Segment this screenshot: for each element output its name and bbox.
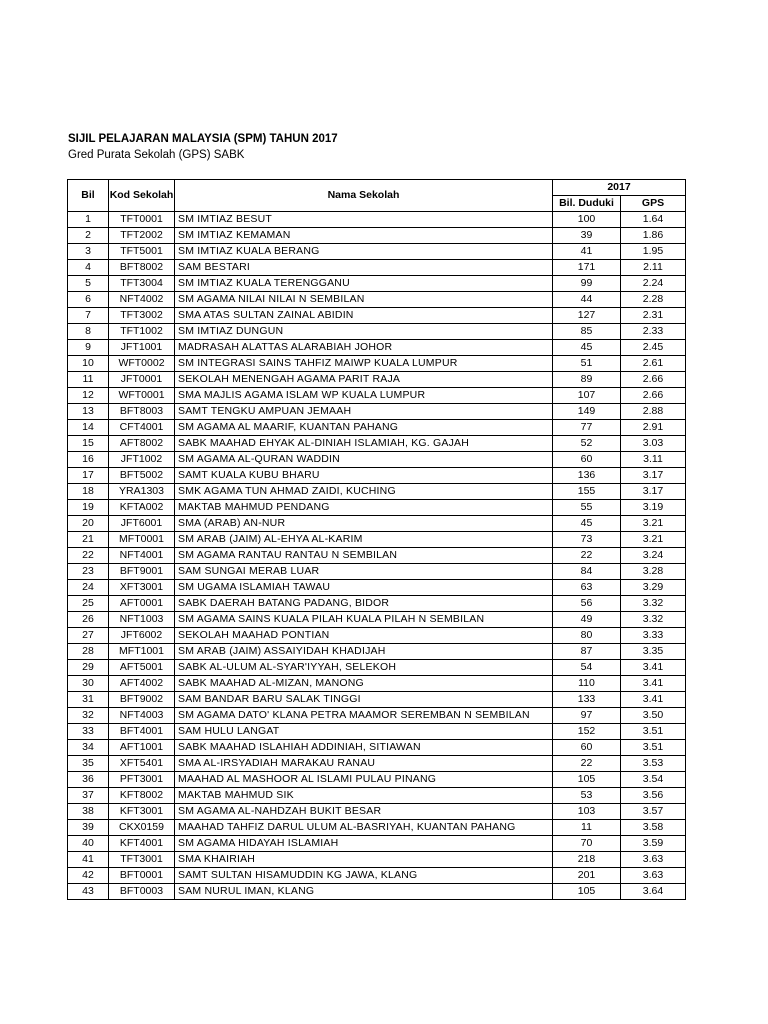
- cell-bil-duduki: 22: [553, 756, 621, 772]
- cell-nama-sekolah: SM IMTIAZ KEMAMAN: [175, 228, 553, 244]
- cell-bil: 12: [68, 388, 109, 404]
- table-body: [68, 212, 686, 900]
- header-gps: GPS: [621, 196, 686, 212]
- cell-gps: 3.41: [621, 692, 686, 708]
- cell-bil: 4: [68, 260, 109, 276]
- cell-bil-duduki: 103: [553, 804, 621, 820]
- cell-bil: 34: [68, 740, 109, 756]
- cell-gps: 3.21: [621, 532, 686, 548]
- cell-gps: 3.64: [621, 884, 686, 900]
- table-row: [68, 772, 686, 788]
- cell-bil: 26: [68, 612, 109, 628]
- table-row: [68, 788, 686, 804]
- cell-gps: 2.88: [621, 404, 686, 420]
- cell-kod-sekolah: TFT0001: [109, 212, 175, 228]
- cell-bil: 10: [68, 356, 109, 372]
- cell-gps: 3.17: [621, 468, 686, 484]
- cell-nama-sekolah: SAMT KUALA KUBU BHARU: [175, 468, 553, 484]
- cell-bil: 14: [68, 420, 109, 436]
- cell-gps: 3.59: [621, 836, 686, 852]
- cell-gps: 2.61: [621, 356, 686, 372]
- cell-gps: 2.28: [621, 292, 686, 308]
- header-bil: Bil: [68, 180, 109, 212]
- cell-nama-sekolah: SMA KHAIRIAH: [175, 852, 553, 868]
- cell-bil-duduki: 136: [553, 468, 621, 484]
- table-row: [68, 532, 686, 548]
- table-row: [68, 372, 686, 388]
- table-row: [68, 756, 686, 772]
- results-table: [67, 179, 686, 900]
- cell-bil: 33: [68, 724, 109, 740]
- cell-bil: 30: [68, 676, 109, 692]
- cell-kod-sekolah: TFT2002: [109, 228, 175, 244]
- table-row: [68, 612, 686, 628]
- cell-gps: 3.53: [621, 756, 686, 772]
- cell-nama-sekolah: SM AGAMA DATO' KLANA PETRA MAAMOR SEREMBAN N SEMBILAN: [175, 708, 553, 724]
- cell-nama-sekolah: SM ARAB (JAIM) ASSAIYIDAH KHADIJAH: [175, 644, 553, 660]
- cell-nama-sekolah: SM UGAMA ISLAMIAH TAWAU: [175, 580, 553, 596]
- header-kod-sekolah: Kod Sekolah: [109, 180, 175, 212]
- table-row: [68, 660, 686, 676]
- table-row: [68, 644, 686, 660]
- cell-nama-sekolah: SMK AGAMA TUN AHMAD ZAIDI, KUCHING: [175, 484, 553, 500]
- cell-nama-sekolah: SAM BESTARI: [175, 260, 553, 276]
- table-header: [68, 180, 686, 212]
- cell-kod-sekolah: KFT3001: [109, 804, 175, 820]
- cell-nama-sekolah: SMA MAJLIS AGAMA ISLAM WP KUALA LUMPUR: [175, 388, 553, 404]
- table-row: [68, 260, 686, 276]
- cell-bil-duduki: 218: [553, 852, 621, 868]
- cell-nama-sekolah: SMA AL-IRSYADIAH MARAKAU RANAU: [175, 756, 553, 772]
- cell-nama-sekolah: SM AGAMA HIDAYAH ISLAMIAH: [175, 836, 553, 852]
- cell-gps: 2.11: [621, 260, 686, 276]
- cell-bil-duduki: 87: [553, 644, 621, 660]
- table-row: [68, 692, 686, 708]
- cell-bil-duduki: 51: [553, 356, 621, 372]
- cell-kod-sekolah: NFT4002: [109, 292, 175, 308]
- cell-kod-sekolah: AFT5001: [109, 660, 175, 676]
- cell-kod-sekolah: AFT1001: [109, 740, 175, 756]
- cell-kod-sekolah: WFT0001: [109, 388, 175, 404]
- cell-bil-duduki: 56: [553, 596, 621, 612]
- header-nama-sekolah: Nama Sekolah: [175, 180, 553, 212]
- cell-bil: 11: [68, 372, 109, 388]
- cell-nama-sekolah: SEKOLAH MAAHAD PONTIAN: [175, 628, 553, 644]
- table-row: [68, 356, 686, 372]
- cell-bil-duduki: 49: [553, 612, 621, 628]
- cell-bil-duduki: 201: [553, 868, 621, 884]
- cell-gps: 3.63: [621, 868, 686, 884]
- cell-gps: 3.32: [621, 596, 686, 612]
- table-row: [68, 276, 686, 292]
- cell-bil: 21: [68, 532, 109, 548]
- table-row: [68, 308, 686, 324]
- cell-nama-sekolah: SAM NURUL IMAN, KLANG: [175, 884, 553, 900]
- cell-nama-sekolah: SM AGAMA RANTAU RANTAU N SEMBILAN: [175, 548, 553, 564]
- cell-bil: 23: [68, 564, 109, 580]
- cell-bil: 39: [68, 820, 109, 836]
- cell-bil-duduki: 39: [553, 228, 621, 244]
- cell-gps: 3.32: [621, 612, 686, 628]
- cell-nama-sekolah: SABK DAERAH BATANG PADANG, BIDOR: [175, 596, 553, 612]
- table-row: [68, 292, 686, 308]
- cell-bil-duduki: 99: [553, 276, 621, 292]
- cell-nama-sekolah: SMA (ARAB) AN-NUR: [175, 516, 553, 532]
- cell-nama-sekolah: MAAHAD TAHFIZ DARUL ULUM AL-BASRIYAH, KUANTAN PAHANG: [175, 820, 553, 836]
- cell-bil-duduki: 45: [553, 340, 621, 356]
- cell-nama-sekolah: SM IMTIAZ DUNGUN: [175, 324, 553, 340]
- cell-gps: 1.64: [621, 212, 686, 228]
- cell-gps: 3.21: [621, 516, 686, 532]
- cell-nama-sekolah: SAM HULU LANGAT: [175, 724, 553, 740]
- cell-bil-duduki: 60: [553, 452, 621, 468]
- cell-kod-sekolah: BFT9002: [109, 692, 175, 708]
- cell-kod-sekolah: TFT3002: [109, 308, 175, 324]
- cell-bil-duduki: 171: [553, 260, 621, 276]
- cell-bil-duduki: 110: [553, 676, 621, 692]
- cell-bil: 38: [68, 804, 109, 820]
- cell-bil: 43: [68, 884, 109, 900]
- cell-kod-sekolah: MFT1001: [109, 644, 175, 660]
- table-row: [68, 420, 686, 436]
- cell-bil-duduki: 105: [553, 772, 621, 788]
- cell-nama-sekolah: SM IMTIAZ BESUT: [175, 212, 553, 228]
- cell-gps: 2.31: [621, 308, 686, 324]
- cell-bil: 8: [68, 324, 109, 340]
- cell-bil: 13: [68, 404, 109, 420]
- cell-bil-duduki: 73: [553, 532, 621, 548]
- cell-bil: 25: [68, 596, 109, 612]
- cell-gps: 3.19: [621, 500, 686, 516]
- cell-kod-sekolah: BFT8003: [109, 404, 175, 420]
- cell-nama-sekolah: SM AGAMA NILAI NILAI N SEMBILAN: [175, 292, 553, 308]
- cell-kod-sekolah: BFT5002: [109, 468, 175, 484]
- table-row: [68, 564, 686, 580]
- cell-bil: 42: [68, 868, 109, 884]
- cell-nama-sekolah: SM AGAMA AL MAARIF, KUANTAN PAHANG: [175, 420, 553, 436]
- cell-kod-sekolah: JFT1001: [109, 340, 175, 356]
- table-row: [68, 452, 686, 468]
- cell-nama-sekolah: SMA ATAS SULTAN ZAINAL ABIDIN: [175, 308, 553, 324]
- cell-bil-duduki: 97: [553, 708, 621, 724]
- cell-kod-sekolah: YRA1303: [109, 484, 175, 500]
- cell-kod-sekolah: BFT8002: [109, 260, 175, 276]
- cell-kod-sekolah: NFT4001: [109, 548, 175, 564]
- cell-bil-duduki: 63: [553, 580, 621, 596]
- cell-bil-duduki: 107: [553, 388, 621, 404]
- table-row: [68, 548, 686, 564]
- cell-bil: 29: [68, 660, 109, 676]
- table-row: [68, 852, 686, 868]
- cell-kod-sekolah: WFT0002: [109, 356, 175, 372]
- cell-gps: 3.17: [621, 484, 686, 500]
- cell-nama-sekolah: SAM SUNGAI MERAB LUAR: [175, 564, 553, 580]
- cell-gps: 2.45: [621, 340, 686, 356]
- cell-kod-sekolah: JFT6002: [109, 628, 175, 644]
- cell-bil-duduki: 60: [553, 740, 621, 756]
- cell-bil: 17: [68, 468, 109, 484]
- cell-gps: 3.50: [621, 708, 686, 724]
- table-row: [68, 884, 686, 900]
- cell-kod-sekolah: TFT1002: [109, 324, 175, 340]
- cell-gps: 3.41: [621, 660, 686, 676]
- cell-gps: 2.24: [621, 276, 686, 292]
- table-row: [68, 596, 686, 612]
- cell-bil: 1: [68, 212, 109, 228]
- cell-bil-duduki: 85: [553, 324, 621, 340]
- table-row: [68, 228, 686, 244]
- cell-bil: 19: [68, 500, 109, 516]
- cell-kod-sekolah: BFT0003: [109, 884, 175, 900]
- cell-bil-duduki: 105: [553, 884, 621, 900]
- cell-gps: 2.91: [621, 420, 686, 436]
- cell-nama-sekolah: SAMT SULTAN HISAMUDDIN KG JAWA, KLANG: [175, 868, 553, 884]
- table-row: [68, 388, 686, 404]
- cell-nama-sekolah: SM AGAMA SAINS KUALA PILAH KUALA PILAH N SEMBILAN: [175, 612, 553, 628]
- cell-bil: 40: [68, 836, 109, 852]
- cell-kod-sekolah: AFT8002: [109, 436, 175, 452]
- cell-bil: 3: [68, 244, 109, 260]
- cell-bil-duduki: 54: [553, 660, 621, 676]
- cell-gps: 3.56: [621, 788, 686, 804]
- table-row: [68, 724, 686, 740]
- cell-kod-sekolah: TFT3001: [109, 852, 175, 868]
- cell-bil-duduki: 41: [553, 244, 621, 260]
- cell-kod-sekolah: AFT4002: [109, 676, 175, 692]
- cell-kod-sekolah: XFT5401: [109, 756, 175, 772]
- cell-kod-sekolah: KFT8002: [109, 788, 175, 804]
- cell-gps: 2.33: [621, 324, 686, 340]
- cell-kod-sekolah: TFT3004: [109, 276, 175, 292]
- header-year: 2017: [553, 180, 686, 196]
- cell-kod-sekolah: MFT0001: [109, 532, 175, 548]
- cell-gps: 3.28: [621, 564, 686, 580]
- table-row: [68, 212, 686, 228]
- cell-bil: 37: [68, 788, 109, 804]
- cell-kod-sekolah: JFT0001: [109, 372, 175, 388]
- cell-gps: 2.66: [621, 372, 686, 388]
- cell-gps: 3.63: [621, 852, 686, 868]
- table-row: [68, 500, 686, 516]
- cell-kod-sekolah: BFT4001: [109, 724, 175, 740]
- cell-kod-sekolah: KFTA002: [109, 500, 175, 516]
- cell-bil-duduki: 11: [553, 820, 621, 836]
- cell-kod-sekolah: AFT0001: [109, 596, 175, 612]
- cell-bil-duduki: 53: [553, 788, 621, 804]
- cell-nama-sekolah: SABK MAAHAD ISLAHIAH ADDINIAH, SITIAWAN: [175, 740, 553, 756]
- table-row: [68, 628, 686, 644]
- cell-gps: 2.66: [621, 388, 686, 404]
- cell-bil: 28: [68, 644, 109, 660]
- cell-bil: 32: [68, 708, 109, 724]
- cell-bil: 5: [68, 276, 109, 292]
- cell-gps: 3.35: [621, 644, 686, 660]
- cell-nama-sekolah: SABK AL-ULUM AL-SYAR'IYYAH, SELEKOH: [175, 660, 553, 676]
- cell-gps: 3.29: [621, 580, 686, 596]
- cell-nama-sekolah: MAKTAB MAHMUD SIK: [175, 788, 553, 804]
- cell-bil: 16: [68, 452, 109, 468]
- cell-nama-sekolah: SM AGAMA AL-NAHDZAH BUKIT BESAR: [175, 804, 553, 820]
- cell-nama-sekolah: SABK MAAHAD EHYAK AL-DINIAH ISLAMIAH, KG. GAJAH: [175, 436, 553, 452]
- cell-kod-sekolah: XFT3001: [109, 580, 175, 596]
- cell-gps: 3.11: [621, 452, 686, 468]
- cell-gps: 1.95: [621, 244, 686, 260]
- table-row: [68, 516, 686, 532]
- cell-nama-sekolah: MAKTAB MAHMUD PENDANG: [175, 500, 553, 516]
- cell-bil-duduki: 155: [553, 484, 621, 500]
- cell-kod-sekolah: JFT6001: [109, 516, 175, 532]
- cell-bil-duduki: 133: [553, 692, 621, 708]
- cell-bil: 18: [68, 484, 109, 500]
- cell-kod-sekolah: JFT1002: [109, 452, 175, 468]
- table-row: [68, 820, 686, 836]
- table-row: [68, 836, 686, 852]
- cell-bil-duduki: 149: [553, 404, 621, 420]
- table-row: [68, 404, 686, 420]
- cell-kod-sekolah: CFT4001: [109, 420, 175, 436]
- cell-bil-duduki: 55: [553, 500, 621, 516]
- cell-bil: 27: [68, 628, 109, 644]
- cell-nama-sekolah: SM IMTIAZ KUALA TERENGGANU: [175, 276, 553, 292]
- cell-bil-duduki: 127: [553, 308, 621, 324]
- cell-bil-duduki: 70: [553, 836, 621, 852]
- cell-nama-sekolah: SM IMTIAZ KUALA BERANG: [175, 244, 553, 260]
- cell-bil: 41: [68, 852, 109, 868]
- table-row: [68, 468, 686, 484]
- cell-gps: 3.51: [621, 740, 686, 756]
- cell-bil-duduki: 45: [553, 516, 621, 532]
- cell-bil: 7: [68, 308, 109, 324]
- table-row: [68, 868, 686, 884]
- page-subtitle: Gred Purata Sekolah (GPS) SABK: [68, 149, 245, 161]
- cell-gps: 3.24: [621, 548, 686, 564]
- cell-nama-sekolah: SAM BANDAR BARU SALAK TINGGI: [175, 692, 553, 708]
- cell-gps: 3.58: [621, 820, 686, 836]
- cell-bil: 9: [68, 340, 109, 356]
- cell-bil-duduki: 44: [553, 292, 621, 308]
- cell-nama-sekolah: SABK MAAHAD AL-MIZAN, MANONG: [175, 676, 553, 692]
- cell-kod-sekolah: BFT0001: [109, 868, 175, 884]
- table-row: [68, 340, 686, 356]
- cell-kod-sekolah: NFT1003: [109, 612, 175, 628]
- cell-nama-sekolah: SEKOLAH MENENGAH AGAMA PARIT RAJA: [175, 372, 553, 388]
- cell-nama-sekolah: SAMT TENGKU AMPUAN JEMAAH: [175, 404, 553, 420]
- table-row: [68, 804, 686, 820]
- cell-gps: 3.03: [621, 436, 686, 452]
- cell-nama-sekolah: MAAHAD AL MASHOOR AL ISLAMI PULAU PINANG: [175, 772, 553, 788]
- cell-nama-sekolah: MADRASAH ALATTAS ALARABIAH JOHOR: [175, 340, 553, 356]
- cell-nama-sekolah: SM INTEGRASI SAINS TAHFIZ MAIWP KUALA LUMPUR: [175, 356, 553, 372]
- cell-bil-duduki: 84: [553, 564, 621, 580]
- cell-kod-sekolah: NFT4003: [109, 708, 175, 724]
- table-row: [68, 708, 686, 724]
- cell-bil: 15: [68, 436, 109, 452]
- table-row: [68, 580, 686, 596]
- cell-bil-duduki: 22: [553, 548, 621, 564]
- cell-bil-duduki: 152: [553, 724, 621, 740]
- cell-kod-sekolah: CKX0159: [109, 820, 175, 836]
- cell-gps: 3.54: [621, 772, 686, 788]
- cell-gps: 3.41: [621, 676, 686, 692]
- cell-kod-sekolah: TFT5001: [109, 244, 175, 260]
- table-row: [68, 324, 686, 340]
- table-row: [68, 436, 686, 452]
- cell-bil: 2: [68, 228, 109, 244]
- table-row: [68, 484, 686, 500]
- cell-bil: 6: [68, 292, 109, 308]
- cell-bil: 36: [68, 772, 109, 788]
- page-title: SIJIL PELAJARAN MALAYSIA (SPM) TAHUN 2017: [68, 133, 338, 145]
- cell-bil-duduki: 89: [553, 372, 621, 388]
- cell-gps: 3.51: [621, 724, 686, 740]
- cell-bil-duduki: 100: [553, 212, 621, 228]
- cell-kod-sekolah: PFT3001: [109, 772, 175, 788]
- cell-bil: 20: [68, 516, 109, 532]
- cell-nama-sekolah: SM ARAB (JAIM) AL-EHYA AL-KARIM: [175, 532, 553, 548]
- cell-bil: 35: [68, 756, 109, 772]
- cell-nama-sekolah: SM AGAMA AL-QURAN WADDIN: [175, 452, 553, 468]
- cell-bil-duduki: 80: [553, 628, 621, 644]
- cell-bil-duduki: 77: [553, 420, 621, 436]
- table-row: [68, 244, 686, 260]
- cell-bil: 24: [68, 580, 109, 596]
- table-row: [68, 676, 686, 692]
- cell-gps: 1.86: [621, 228, 686, 244]
- header-bil-duduki: Bil. Duduki: [553, 196, 621, 212]
- cell-kod-sekolah: KFT4001: [109, 836, 175, 852]
- cell-bil: 31: [68, 692, 109, 708]
- table-row: [68, 740, 686, 756]
- cell-kod-sekolah: BFT9001: [109, 564, 175, 580]
- cell-bil-duduki: 52: [553, 436, 621, 452]
- cell-gps: 3.33: [621, 628, 686, 644]
- cell-bil: 22: [68, 548, 109, 564]
- cell-gps: 3.57: [621, 804, 686, 820]
